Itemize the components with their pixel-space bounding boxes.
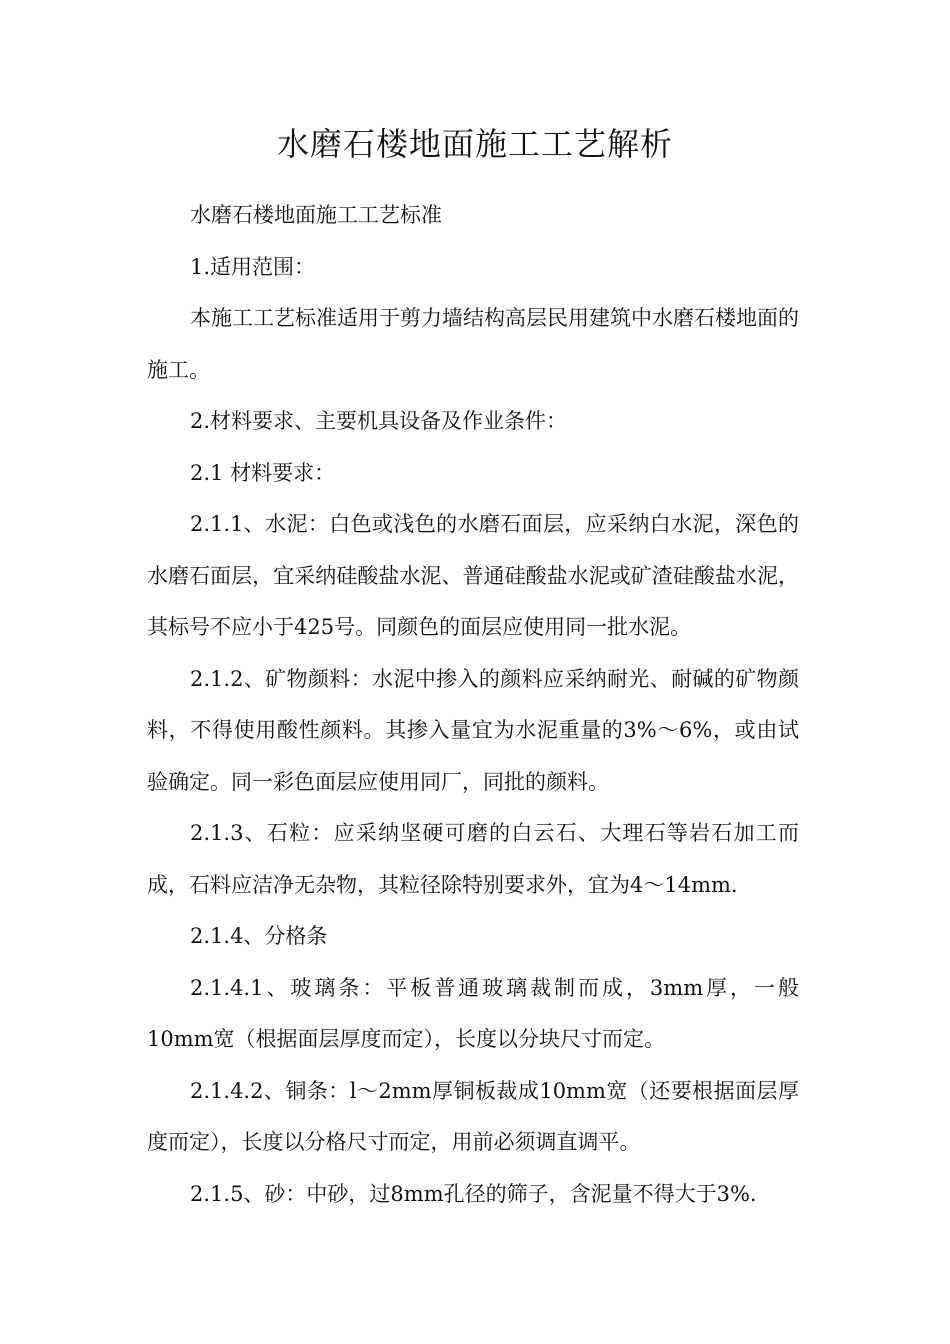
paragraph-stone-grains: 2.1.3、石粒：应采纳坚硬可磨的白云石、大理石等岩石加工而成，石料应洁净无杂物，其粒径除特别要求外，宜为4～14mm. bbox=[147, 821, 799, 897]
paragraph-sand: 2.1.5、砂：中砂，过8mm孔径的筛子，含泥量不得大于3%. bbox=[190, 1181, 757, 1206]
document-title: 水磨石楼地面施工工艺解析 bbox=[276, 125, 673, 163]
paragraph-requirements-heading: 2.材料要求、主要机具设备及作业条件： bbox=[190, 409, 568, 433]
paragraph-copper-strips: 2.1.4.2、铜条：l～2mm厚铜板裁成10mm宽（还要根据面层厚度而定），长度以分格尺寸而定，用前必须调直调平。 bbox=[147, 1078, 799, 1154]
paragraph-pigment: 2.1.2、矿物颜料：水泥中掺入的颜料应采纳耐光、耐碱的矿物颜料，不得使用酸性颜料。其掺入量宜为水泥重量的3%～6%，或由试验确定。同一彩色面层应使用同厂，同批的颜料。 bbox=[147, 666, 799, 794]
paragraph-divider-strips: 2.1.4、分格条 bbox=[190, 924, 328, 948]
paragraph-cement: 2.1.1、水泥：白色或浅色的水磨石面层，应采纳白水泥，深色的水磨石面层，宜采纳硅酸盐水泥、普通硅酸盐水泥或矿渣硅酸盐水泥，其标号不应小于425号。同颜色的面层应使用同一批水泥。 bbox=[147, 512, 799, 639]
paragraph-glass-strips: 2.1.4.1、玻璃条：平板普通玻璃裁制而成，3mm厚，一般10mm宽（根据面层厚度而定），长度以分块尺寸而定。 bbox=[147, 975, 799, 1051]
document-body bbox=[147, 190, 799, 1220]
paragraph-scope-text: 本施工工艺标准适用于剪力墙结构高层民用建筑中水磨石楼地面的施工。 bbox=[147, 306, 799, 382]
paragraph-materials-heading: 2.1 材料要求： bbox=[190, 460, 336, 485]
paragraph-standard-name: 水磨石楼地面施工工艺标准 bbox=[190, 203, 442, 227]
paragraph-scope-heading: 1.适用范围： bbox=[190, 254, 316, 279]
